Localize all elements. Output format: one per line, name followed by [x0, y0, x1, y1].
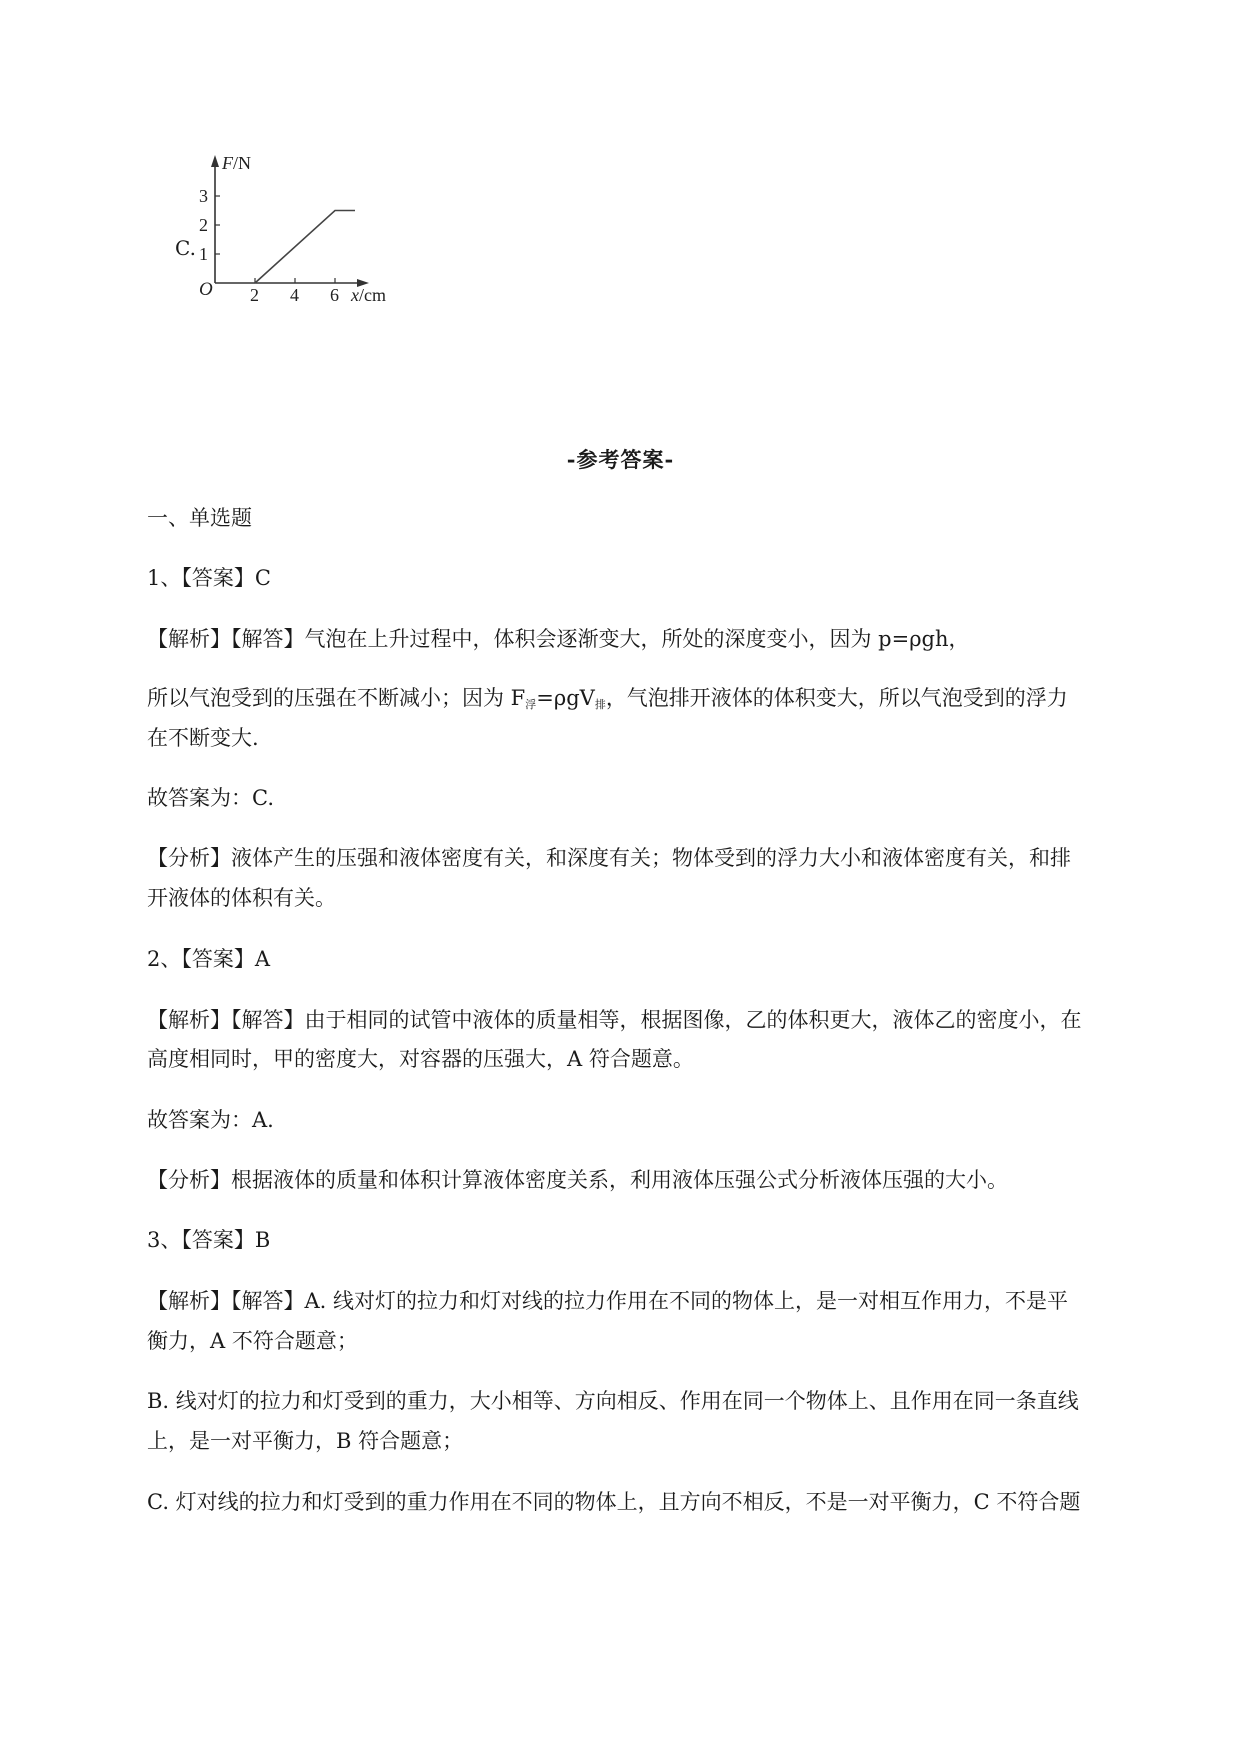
- origin-label: O: [199, 279, 213, 300]
- q2-analysis-line1: 【解析】【解答】由于相同的试管中液体的质量相等，根据图像，乙的体积更大，液体乙的密度小，在: [147, 1008, 1082, 1032]
- q2-fenxi: 【分析】根据液体的质量和体积计算液体密度关系，利用液体压强公式分析液体压强的大小。: [147, 1168, 1008, 1192]
- q3-option-b-line1: B. 线对灯的拉力和灯受到的重力，大小相等、方向相反、作用在同一个物体上、且作用在同一条直线: [147, 1389, 1079, 1413]
- q2-answer: 2、【答案】A: [147, 947, 271, 971]
- q1-analysis-line2-part-a: 所以气泡受到的压强在不断减小；因为 F: [147, 686, 526, 710]
- ticks-layer: [199, 186, 339, 305]
- q1-subscript-displaced: 排: [594, 698, 606, 711]
- series-layer: [255, 211, 355, 284]
- x-tick-label: 2: [250, 285, 259, 305]
- x-tick-label: 4: [290, 285, 299, 305]
- q1-analysis-line2-part-b: =ρgV: [536, 686, 595, 710]
- q1-analysis-line1: 【解析】【解答】气泡在上升过程中，体积会逐渐变大，所处的深度变小，因为 p=ρgh，: [147, 627, 970, 651]
- answer-key-title: -参考答案-: [566, 447, 675, 472]
- y-tick-label: 1: [199, 244, 208, 264]
- force-series-line: [255, 211, 355, 284]
- force-displacement-graph: [199, 153, 445, 355]
- q2-analysis-line2: 高度相同时，甲的密度大，对容器的压强大，A 符合题意。: [147, 1047, 694, 1071]
- q3-option-c-line1: C. 灯对线的拉力和灯受到的重力作用在不同的物体上，且方向不相反，不是一对平衡力，C 不符合题: [147, 1490, 1081, 1514]
- q1-subscript-float: 浮: [525, 698, 537, 711]
- section-heading: 一、单选题: [147, 506, 252, 530]
- option-label-c: C.: [175, 236, 196, 260]
- q2-conclusion: 故答案为：A.: [147, 1108, 274, 1132]
- x-axis-label: x/cm: [351, 285, 386, 305]
- q3-analysis-line1: 【解析】【解答】A. 线对灯的拉力和灯对线的拉力作用在不同的物体上，是一对相互作用力，不是平: [147, 1289, 1069, 1313]
- y-axis-label: F/N: [222, 153, 251, 173]
- q3-option-b-line2: 上，是一对平衡力，B 符合题意；: [147, 1429, 464, 1453]
- q1-fenxi-line1: 【分析】液体产生的压强和液体密度有关，和深度有关；物体受到的浮力大小和液体密度有关，和排: [147, 846, 1071, 870]
- q1-answer: 1、【答案】C: [147, 566, 271, 590]
- q1-analysis-line3: 在不断变大.: [147, 726, 259, 750]
- y-tick-label: 3: [199, 186, 208, 206]
- q1-fenxi-line2: 开液体的体积有关。: [147, 886, 336, 910]
- x-tick-label: 6: [330, 285, 339, 305]
- q3-analysis-line2: 衡力，A 不符合题意；: [147, 1329, 358, 1353]
- q3-answer: 3、【答案】B: [147, 1228, 271, 1252]
- y-axis-arrow: [211, 155, 219, 167]
- graph-svg: [199, 153, 445, 355]
- q1-conclusion: 故答案为：C.: [147, 786, 274, 810]
- q1-analysis-line2-part-c: ，气泡排开液体的体积变大，所以气泡受到的浮力: [605, 686, 1068, 710]
- y-tick-label: 2: [199, 215, 208, 235]
